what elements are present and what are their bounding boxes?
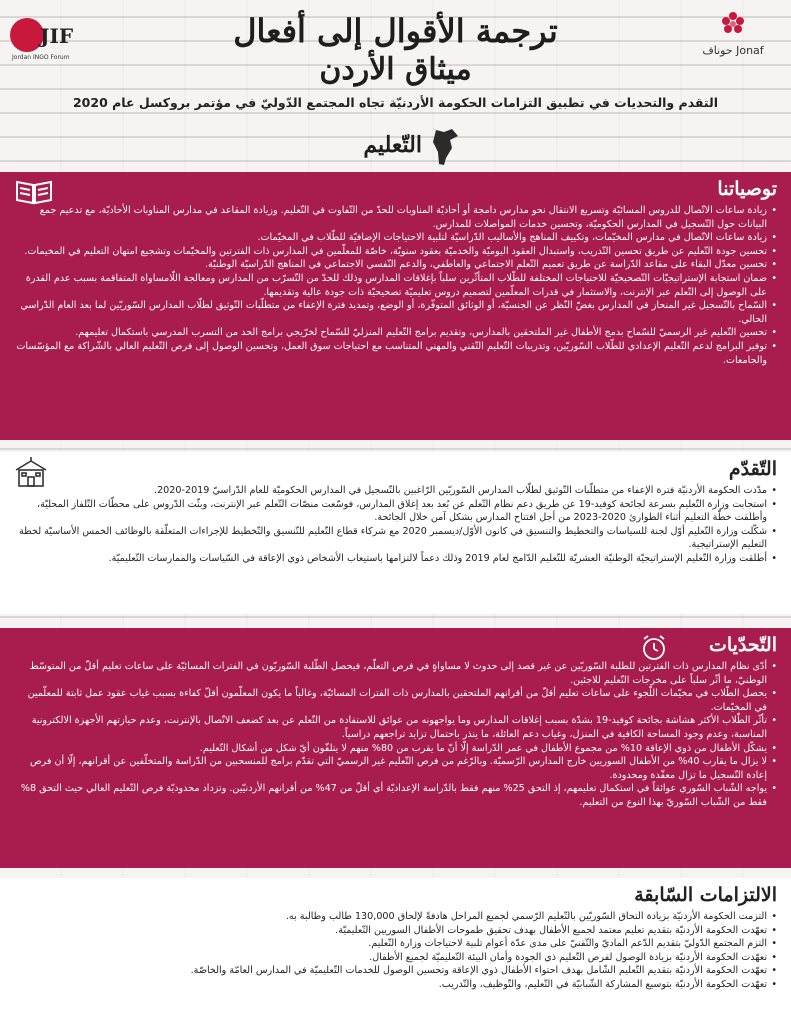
list-item: • تأثّر الطّلاب الأكثر هشاشة بجائحة كوفيد-19 بشدّة بسبب إغلاقات المدارس وما يواجهونه من عوائق للاستفادة من التّعلم عن بعد كضعف الاتّصال بالإنترنت، وعدم حيازتهم الأجهزة الالكترونية المناسبة، وعدم وجود المساحة الكافية في المنزل، وغياب دعم العائلة، ما ينذر باحتمال تزايد تراجعهم دراسياً. (14, 714, 777, 741)
recommendations-section (0, 172, 791, 440)
page-subtitle: التقدم والتحديات في تطبيق التزامات الحكومة الأردنيّة تجاه المجتمع الدّوليّ في مؤتمر بروكسل عام 2020 (72, 95, 719, 110)
jif-logo-text: JIF (40, 24, 74, 48)
jif-logo-subtext: Jordan INGO Forum (12, 54, 70, 61)
education-label: التّعليم (363, 132, 422, 158)
jonaf-logo-text: Jonaf حوناف (702, 44, 764, 57)
progress-title: التّقدّم (728, 458, 777, 480)
education-heading (300, 128, 500, 168)
commitments-list (14, 910, 777, 992)
list-item: • ضمان استجابة الإستراتيجيّات التّصحيحيّة للاحتياجات المختلفة للطّلاب المتأثّرين سلباً بإغلاقات المدارس وذلك للحدّ من التّسرّب من المدارس ومعالجة اللّامساواة المتفاقمة بسبب عدم القدرة على الوصول إلى التّعلم عبر الإنترنت، والاستثمار في قدرات المعلّمين لتصميم دروس تعليميّة تصحيحيّة ذات جودة عالية وتقديمها. (14, 272, 777, 299)
list-item: • السّماح بالتّسجيل غير المنحاز في المدارس بغضّ النّظر عن الجنسيّة، أو الوثائق المتوفّرة، أو الوضع، وتمديد فترة الإعفاء من متطلّبات التّوثيق لطلّاب المدارس السّوريّين لما بعد العام الدّراسي الحالي. (14, 299, 777, 326)
list-item: • تعهّدت الحكومة الأردنيّة بتقديم التّعليم الشّامل بهدف احتواء الأطفال ذوي الإعاقة وتحسين الوصول للخدمات التّعليميّة في المدارس العامّة والخاصّة. (14, 964, 777, 978)
page-title-line1: ترجمة الأقوال إلى أفعال (233, 12, 558, 50)
recommendations-title: توصياتنا (717, 178, 777, 200)
list-item: • يحصل الطّلاب في مخيّمات اللّجوء على ساعات تعليم أقلّ من أقرانهم الملتحقين بالمدارس ذات الفترات المسائيّة، وغالباً ما يكون المعلّمون أقلّ كفاءة بسبب غياب عقود عمل ثابتة للمعلّمين في المخيّمات. (14, 687, 777, 714)
list-item: • تحسين جودة التّعليم عن طريق تحسين التّدريب، واستبدال العقود اليوميّة والخدميّة بعقود سنويّة، خاصّة للمعلّمين في المدارس ذات الفترتين والمخيّمات وتشجيع امتهان التعليم في المخيمات. (14, 245, 777, 259)
progress-list (14, 484, 777, 566)
list-item: • شكّلت وزارة التّعليم أوّل لجنة للسياسات والتخطيط والتنسيق في كانون الأوّل/ديسمبر 2020 مع شركاء قطاع التّعليم للتّنسيق والتّخطيط للإجراءات المتعلّقة بالوظائف الخمس الأساسيّة لخطة التعليم الإستراتيجية. (14, 525, 777, 552)
challenges-section (0, 628, 791, 868)
list-item: • تعهّدت الحكومة الأردنيّة بتقديم تعليم معتمد لجميع الأطفال بهدف تحقيق طموحات الأطفال السوريين التّعليميّة. (14, 924, 777, 938)
list-item: • استجابت وزارة التّعليم بسرعة لجائحة كوفيد-19 عن طريق دعم نظام التّعلم عن بُعد بعد إغلاق المدارس، فوسّعت منصّات التّعلم عبر الإنترنت، وبثّت الدّروس على محطّات التّلفاز المحليّة، وأطلقت خطّة التعليم أثناء الطوارئ 2020-2023 من أجل افتتاح المدارس بشكل آمن خلال الجائحة. (14, 498, 777, 525)
list-item: • أطلقت وزارة التّعليم الإستراتيجيّة الوطنيّة العشريّة للتّعليم الدّامج لعام 2019 وذلك دعماً لالتزامها باستيعاب الأشخاص ذوي الإعاقة في السّياسات والممارسات التّعليميّة. (14, 552, 777, 566)
list-item: • تعهّدت الحكومة الأردنيّة بزيادة الوصول لفرص التّعليم ذي الجودة وأمان البيئة التّعليميّة لجميع الأطفال. (14, 951, 777, 965)
list-item: • يواجه الشّباب السّوري عوائقاً في استكمال تعليمهم، إذ التحق 25% منهم فقط بالدّراسة الإعداديّة أي أقلّ من 47% من أقرانهم الأردنيّين. وتزداد محدوديّة فرص التّعليم العالي حيث التحق 8% فقط من الشّباب السّوريّ بهذا النوع من التعليم. (14, 782, 777, 809)
list-item: • تعهّدت الحكومة الأردنيّة بتوسيع المشاركة الشّبابيّة في التّعليم، والتّوظيف، والتّدريب. (14, 978, 777, 992)
jordan-map-icon (430, 128, 460, 166)
list-item: • زيادة ساعات الاتّصال في مدارس المخيّمات، وتكييف المناهج والأساليب الدّراسيّة لتلبية الاحتياجات الإضافيّة للطّلاب في المخيّمات. (14, 231, 777, 245)
list-item: • أدّى نظام المدارس ذات الفترتين للطلبة السّوريّين عن غير قصد إلى حدوث لا مساواةٍ في فرص التعلّم، فيحصل الطّلبة السّوريّون في الفترات المسائيّة على ساعات تعليم أقلّ من المتوسّط الوطنيّ، ما أثّر سلباً على مخرجات التّعليم للاجئين. (14, 660, 777, 687)
alarm-icon (640, 634, 668, 662)
list-item: • توفير البرامج لدعم التّعليم الإعدادي للطّلاب السّوريّين، وتدريبات التّعليم التّقني والمهني المتناسب مع احتياجات سوق العمل، وتحسين الوصول إلى فرص التّعليم العالي بالشّراكة مع المؤسّسات والجامعات. (14, 340, 777, 367)
list-item: • يشكّل الأطفال من ذوي الإعاقة 10% من مجموع الأطفال في عمر الدّراسة إلّا أنّ ما يقرب من 80% منهم لا يتلقّون أيّ شكل من أشكال التّعليم. (14, 742, 777, 756)
progress-section (0, 452, 791, 614)
challenges-list (14, 660, 777, 810)
recommendations-list (14, 204, 777, 367)
list-item: • التزم المجتمع الدّوليّ بتقديم الدّعم الماديّ والتّقنيّ على مدى عدّة أعوام تلبية لاحتياجات وزارة التّعليم. (14, 937, 777, 951)
list-item: • لا يزال ما يقارب 40% من الأطفال السوريين خارج المدارس الرّسميّة. وبالرّغم من فرص التّعليم غير الرسميّ التي تقدّم برامج للمنسحبين من الدّراسة والمتخلّفين عن أقرانهم، إلّا أن فرص إعادة التّسجيل ما تزال معقّدة ومحدودة. (14, 755, 777, 782)
challenges-title: التّحدّيات (708, 634, 777, 656)
list-item: • زيادة ساعات الاتّصال للدروس المسائيّة وتسريع الانتقال نحو مدارس دامجة أو أحاديّة المناوبات للحدّ من التّفاوت في التّعليم. وزيادة المقاعد في مدارس المناوبات الأحاديّة، مع تدعيم جمع البيانات حول التّسجيل في المدارس الحكوميّة، وتحسين خدمات المواصلات للمدارس. (14, 204, 777, 231)
list-item: • التزمت الحكومة الأردنيّة بزيادة التحاق السّوريّين بالتّعليم الرّسمي لجميع المراحل هادفةً لإلحاق 130,000 طالب وطالبة به. (14, 910, 777, 924)
list-item: • تحسين معدّل البقاء على مقاعد الدّراسة عن طريق تعميم التّعلم الاجتماعي والعاطفي، والدعم النّفسي الاجتماعي في المناهج الدّراسيّة الوطنيّة. (14, 258, 777, 272)
list-item: • مدّدت الحكومة الأردنيّة فترة الإعفاء من متطلّبات التّوثيق لطلّاب المدارس السّوريّين الرّاغبين بالتّسجيل في المدارس الحكوميّة للعام الدّراسيّ 2019-2020. (14, 484, 777, 498)
commitments-title: الالتزامات السّابقة (634, 884, 777, 906)
book-icon (14, 176, 54, 206)
list-item: • تحسين التّعليم غير الرسميّ للسّماح بدمج الأطفال غير الملتحقين بالمدارس، وتقديم برامج التّعليم المنزليّ للسّماح لخرّيجي برامج الحد من التسرب المدرسي باستكمال تعليمهم. (14, 326, 777, 340)
page-title-line2: ميثاق الأردن (319, 52, 472, 87)
commitments-section (0, 878, 791, 1024)
